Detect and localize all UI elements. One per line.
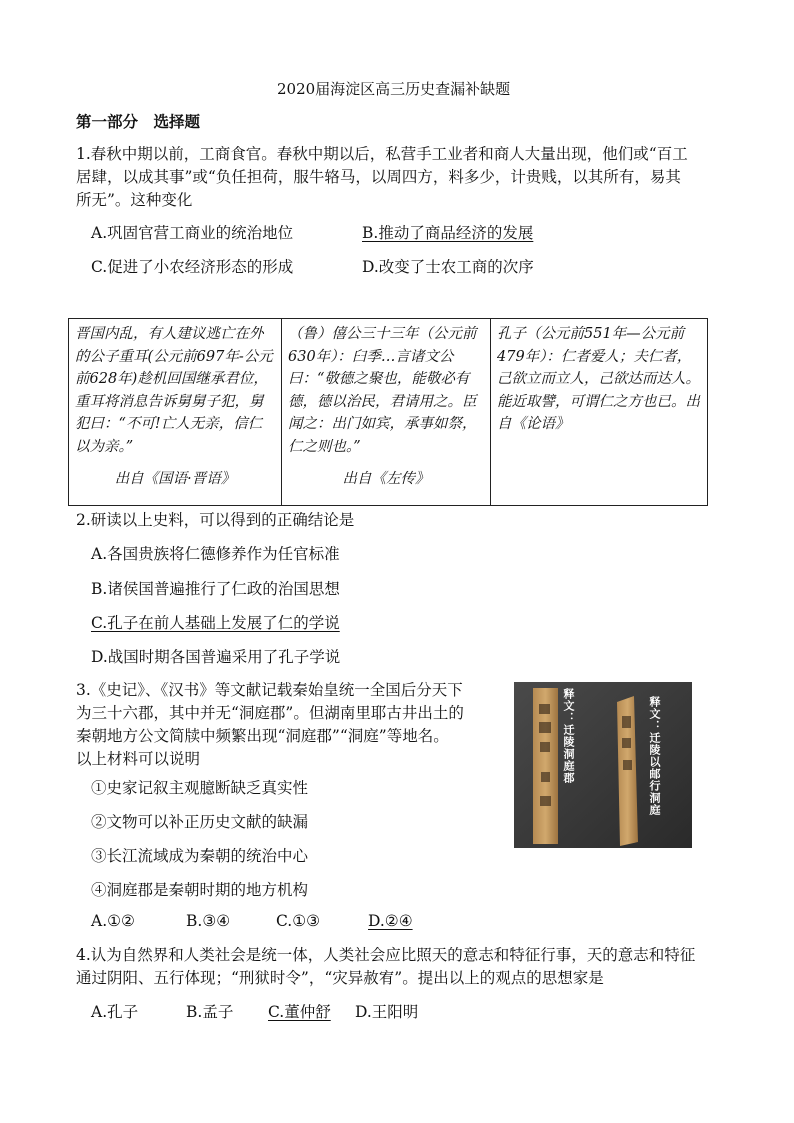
q3-option-c: C.①③ [276, 912, 321, 930]
q3-option-b: B.③④ [186, 912, 231, 930]
photo-label-right: 释文：迁陵以邮行洞庭 [648, 696, 661, 816]
source-table [68, 318, 708, 506]
bamboo-slips-photo [514, 682, 692, 848]
q3-stem-line4: 以上材料可以说明 [76, 750, 201, 768]
q4-option-a: A.孔子 [91, 1003, 139, 1021]
bamboo-slips-image [514, 682, 692, 848]
q3-stem-line2: 为三十六郡，其中并无“洞庭郡”。但湖南里耶古井出土的 [76, 704, 464, 722]
citation-guoyu: 出自《国语·晋语》 [114, 471, 236, 488]
photo-label-left: 释文：迁陵洞庭郡 [562, 688, 575, 784]
q3-stem-line3: 秦朝地方公文简牍中频繁出现“洞庭郡”“洞庭”等地名。 [76, 727, 449, 745]
q4-option-b: B.孟子 [186, 1003, 234, 1021]
q1-option-d: D.改变了士农工商的次序 [362, 258, 534, 276]
q1-option-b: B.推动了商品经济的发展 [362, 224, 534, 242]
q4-stem-line2: 通过阴阳、五行体现；“刑狱时令”，“灾异赦宥”。提出以上的观点的思想家是 [76, 969, 604, 987]
citation-zuozhuan: 出自《左传》 [342, 471, 430, 488]
q1-stem-line1: 1.春秋中期以前，工商食官。春秋中期以后，私营手工业者和商人大量出现，他们或“百工 [76, 145, 688, 163]
page-title: 2020届海淀区高三历史查漏补缺题 [277, 80, 511, 98]
q2-option-b: B.诸侯国普遍推行了仁政的治国思想 [91, 580, 340, 598]
q1-option-c: C.促进了小农经济形态的形成 [91, 258, 294, 276]
source-text-guoyu: 晋国内乱，有人建议逃亡在外的公子重耳(公元前697年-公元前628年)趁机回国继承君位，重耳将消息告诉舅舅子犯，舅犯曰：“不可!亡人无亲，信仁以为亲。” [75, 326, 273, 455]
q2-option-d: D.战国时期各国普遍采用了孔子学说 [91, 648, 341, 666]
source-cell-zuozhuan [282, 319, 491, 506]
q3-item-1: ①史家记叙主观臆断缺乏真实性 [91, 779, 309, 797]
q3-option-a: A.①② [91, 912, 135, 930]
q2-stem: 2.研读以上史料，可以得到的正确结论是 [76, 511, 355, 529]
source-cell-lunyu [491, 319, 708, 506]
q2-option-c: C.孔子在前人基础上发展了仁的学说 [91, 614, 340, 632]
q2-option-a: A.各国贵族将仁德修养作为任官标准 [91, 545, 340, 563]
q3-option-d: D.②④ [368, 912, 413, 930]
q1-stem-line2: 居肆，以成其事”或“负任担荷，服牛辂马，以周四方，料多少，计贵贱，以其所有，易其 [76, 168, 681, 186]
source-text-lunyu: 孔子（公元前551年—公元前479年）：仁者爱人；夫仁者，己欲立而立人，己欲达而达人。能近取譬，可谓仁之方也已。出自《论语》 [497, 326, 700, 433]
q3-item-3: ③长江流域成为秦朝的统治中心 [91, 847, 309, 865]
q4-stem-line1: 4.认为自然界和人类社会是统一体，人类社会应比照天的意志和特征行事，天的意志和特征 [76, 946, 696, 964]
q3-item-2: ②文物可以补正历史文献的缺漏 [91, 813, 309, 831]
q3-stem-line1: 3.《史记》、《汉书》等文献记载秦始皇统一全国后分天下 [76, 681, 463, 699]
q4-option-d: D.王阳明 [355, 1003, 419, 1021]
q1-option-a: A.巩固官营工商业的统治地位 [91, 224, 294, 242]
source-text-zuozhuan: （鲁）僖公三十三年（公元前630年）：臼季…言诸文公曰：“敬德之聚也，能敬必有德，德以治民，君请用之。臣闻之：出门如宾，承事如祭，仁之则也。” [288, 326, 477, 455]
q1-stem-line3: 所无”。这种变化 [76, 191, 193, 209]
section-heading: 第一部分 选择题 [76, 112, 201, 131]
q4-option-c: C.董仲舒 [268, 1003, 331, 1021]
q3-item-4: ④洞庭郡是秦朝时期的地方机构 [91, 881, 309, 899]
source-cell-guoyu [69, 319, 282, 506]
